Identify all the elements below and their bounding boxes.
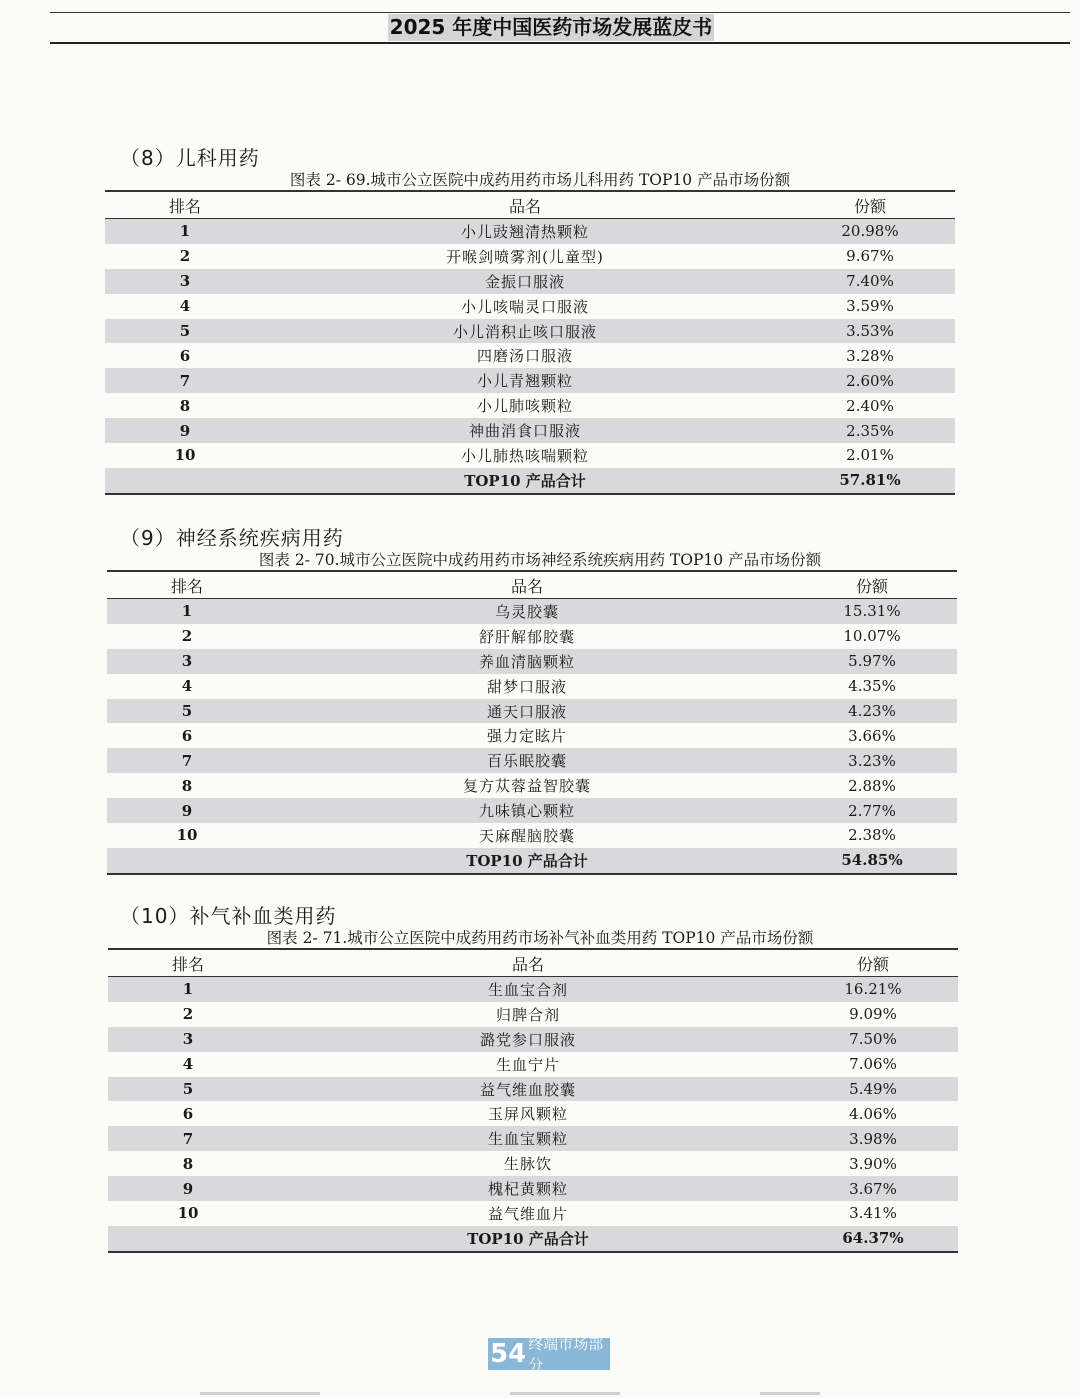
table-row <box>105 244 955 269</box>
product-name-cell: 归脾合剂 <box>495 1005 560 1024</box>
rank-cell: 1 <box>182 980 194 999</box>
footer-label: 终端市场部分 <box>528 1335 604 1374</box>
rank-cell: 3 <box>181 652 193 671</box>
share-cell: 2.38% <box>848 826 896 845</box>
share-header: 份额 <box>855 576 888 596</box>
table-row <box>105 294 955 319</box>
share-cell: 2.01% <box>846 446 894 465</box>
header-rule-bottom <box>50 42 1070 44</box>
table-row <box>108 1201 958 1226</box>
table-row <box>105 269 955 294</box>
table-row <box>107 699 957 724</box>
table-row <box>105 393 955 418</box>
share-cell: 3.23% <box>848 751 896 770</box>
rank-cell: 6 <box>181 726 193 745</box>
table-row <box>108 1101 958 1126</box>
share-header: 份额 <box>853 196 886 216</box>
section-heading: （10）补气补血类用药 <box>120 904 337 928</box>
scan-artifact-line <box>200 1392 320 1395</box>
rank-cell: 5 <box>179 322 191 340</box>
share-table <box>105 190 955 495</box>
table-row <box>105 368 955 393</box>
total-row <box>107 848 957 874</box>
share-cell: 3.67% <box>849 1179 897 1198</box>
product-name-cell: 百乐眠胶囊 <box>486 752 567 771</box>
product-name-cell: 舒肝解郁胶囊 <box>478 627 575 646</box>
rank-cell: 3 <box>182 1030 194 1049</box>
product-name-cell: 生脉饮 <box>503 1155 552 1174</box>
table-row <box>108 1176 958 1201</box>
rank-cell: 2 <box>181 627 193 646</box>
product-name-cell: 生血宝颗粒 <box>487 1130 568 1149</box>
product-name-cell: 金振口服液 <box>484 272 565 291</box>
rank-cell: 4 <box>182 1055 194 1074</box>
scan-artifact-line <box>510 1392 620 1395</box>
share-table <box>107 570 957 875</box>
product-name-cell: 小儿咳喘灵口服液 <box>460 297 589 316</box>
product-name-cell: 乌灵胶囊 <box>494 602 559 621</box>
product-name-cell: 生血宁片 <box>495 1055 560 1074</box>
table-row <box>107 748 957 773</box>
table-row <box>107 798 957 823</box>
page-header <box>0 0 1080 60</box>
share-cell: 9.67% <box>846 247 894 266</box>
share-cell: 7.06% <box>849 1055 897 1074</box>
total-value: 57.81% <box>785 468 955 494</box>
table-row <box>105 319 955 344</box>
product-name-cell: 养血清脑颗粒 <box>478 652 575 671</box>
table-header-row <box>105 191 955 219</box>
table-row <box>105 418 955 443</box>
product-name-cell: 小儿肺咳颗粒 <box>476 397 573 416</box>
rank-cell: 5 <box>182 1080 194 1098</box>
rank-cell: 10 <box>174 446 196 465</box>
table-row <box>108 1027 958 1052</box>
table-row <box>108 1126 958 1151</box>
rank-cell: 6 <box>182 1104 194 1123</box>
rank-header: 排名 <box>168 196 201 216</box>
rank-cell: 7 <box>179 371 191 390</box>
rank-cell: 8 <box>181 776 193 795</box>
share-cell: 2.60% <box>846 371 894 390</box>
share-cell: 16.21% <box>844 980 902 999</box>
name-header: 品名 <box>508 196 541 216</box>
table-row <box>108 977 958 1002</box>
rank-cell: 8 <box>182 1154 194 1173</box>
product-name-cell: 小儿肺热咳喘颗粒 <box>460 446 589 465</box>
product-name-cell: 潞党参口服液 <box>479 1030 576 1049</box>
share-cell: 7.50% <box>849 1030 897 1049</box>
name-header: 品名 <box>511 954 544 974</box>
table-row <box>105 443 955 468</box>
section-heading: （8）儿科用药 <box>120 146 260 170</box>
rank-cell: 2 <box>182 1005 194 1024</box>
share-cell: 5.97% <box>848 652 896 671</box>
share-cell: 3.53% <box>846 322 894 340</box>
product-name-cell: 益气维血片 <box>487 1204 568 1223</box>
product-name-cell: 小儿消积止咳口服液 <box>452 322 597 341</box>
product-name-cell: 四磨汤口服液 <box>476 347 573 366</box>
table-row <box>105 219 955 244</box>
share-cell: 7.40% <box>846 272 894 291</box>
rank-cell: 7 <box>181 751 193 770</box>
table-row <box>107 649 957 674</box>
rank-header: 排名 <box>171 954 204 974</box>
share-cell: 3.59% <box>846 297 894 316</box>
share-cell: 4.35% <box>848 677 896 696</box>
share-cell: 9.09% <box>849 1005 897 1024</box>
rank-cell: 3 <box>179 272 191 291</box>
product-name-cell: 玉屏风颗粒 <box>487 1105 568 1124</box>
total-rank-cell <box>105 468 265 494</box>
section-heading: （9）神经系统疾病用药 <box>120 526 344 550</box>
rank-cell: 2 <box>179 247 191 266</box>
share-cell: 2.88% <box>848 776 896 795</box>
product-name-cell: 生血宝合剂 <box>487 980 568 999</box>
share-cell: 4.23% <box>848 702 896 720</box>
share-cell: 3.90% <box>849 1154 897 1173</box>
table-caption: 图表 2- 71.城市公立医院中成药用药市场补气补血类用药 TOP10 产品市场份额 <box>266 929 814 947</box>
share-table <box>108 948 958 1253</box>
table-row <box>107 599 957 624</box>
rank-cell: 1 <box>179 222 191 241</box>
product-name-cell: 小儿豉翘清热颗粒 <box>460 222 589 241</box>
table-caption: 图表 2- 70.城市公立医院中成药用药市场神经系统疾病用药 TOP10 产品市场份额 <box>258 551 822 569</box>
product-name-cell: 强力定眩片 <box>486 727 567 746</box>
rank-cell: 9 <box>179 421 191 440</box>
total-value: 64.37% <box>788 1226 958 1252</box>
name-header: 品名 <box>510 576 543 596</box>
product-name-cell: 神曲消食口服液 <box>468 422 581 441</box>
header-rule-top <box>50 12 1070 13</box>
product-name-cell: 复方苁蓉益智胶囊 <box>462 777 591 796</box>
table-row <box>107 823 957 848</box>
share-cell: 2.35% <box>846 421 894 440</box>
rank-cell: 9 <box>181 801 193 820</box>
table-header-row <box>107 571 957 599</box>
total-label: TOP10 产品合计 <box>268 1226 788 1252</box>
product-name-cell: 通天口服液 <box>486 702 567 721</box>
share-cell: 10.07% <box>843 627 901 646</box>
rank-cell: 1 <box>181 602 193 621</box>
table-caption: 图表 2- 69.城市公立医院中成药用药市场儿科用药 TOP10 产品市场份额 <box>289 171 791 189</box>
rank-cell: 9 <box>182 1179 194 1198</box>
table-row <box>107 723 957 748</box>
scan-artifact-line <box>760 1392 820 1395</box>
share-cell: 5.49% <box>849 1080 897 1098</box>
table-row <box>108 1002 958 1027</box>
page-number: 54 <box>490 1339 527 1369</box>
table-row <box>105 343 955 368</box>
page-footer-badge <box>488 1335 610 1374</box>
table-row <box>108 1077 958 1102</box>
rank-header: 排名 <box>170 576 203 596</box>
total-row <box>105 468 955 494</box>
table-row <box>107 674 957 699</box>
product-name-cell: 益气维血胶囊 <box>479 1080 576 1099</box>
total-rank-cell <box>108 1226 268 1252</box>
product-name-cell: 小儿青翘颗粒 <box>476 372 573 391</box>
rank-cell: 4 <box>181 677 193 696</box>
rank-cell: 5 <box>181 702 193 720</box>
rank-cell: 10 <box>177 1204 199 1223</box>
rank-cell: 4 <box>179 297 191 316</box>
table-row <box>108 1052 958 1077</box>
total-value: 54.85% <box>787 848 957 874</box>
share-cell: 2.77% <box>848 801 896 820</box>
total-label: TOP10 产品合计 <box>267 848 787 874</box>
product-name-cell: 天麻醒脑胶囊 <box>478 826 575 845</box>
share-cell: 4.06% <box>849 1104 897 1123</box>
share-cell: 3.98% <box>849 1129 897 1148</box>
share-cell: 20.98% <box>841 222 899 241</box>
rank-cell: 10 <box>176 826 198 845</box>
rank-cell: 7 <box>182 1129 194 1148</box>
rank-cell: 6 <box>179 346 191 365</box>
share-cell: 15.31% <box>843 602 901 621</box>
total-rank-cell <box>107 848 267 874</box>
share-cell: 3.66% <box>848 726 896 745</box>
product-name-cell: 槐杞黄颗粒 <box>487 1180 568 1199</box>
table-row <box>107 773 957 798</box>
product-name-cell: 九味镇心颗粒 <box>478 802 575 821</box>
table-header-row <box>108 949 958 977</box>
share-cell: 3.41% <box>849 1204 897 1223</box>
share-cell: 3.28% <box>846 346 894 365</box>
document-title: 2025 年度中国医药市场发展蓝皮书 <box>389 15 713 39</box>
share-cell: 2.40% <box>846 396 894 415</box>
rank-cell: 8 <box>179 396 191 415</box>
product-name-cell: 甜梦口服液 <box>486 677 567 696</box>
table-row <box>108 1151 958 1176</box>
share-header: 份额 <box>856 954 889 974</box>
product-name-cell: 开喉剑喷雾剂(儿童型) <box>446 247 604 266</box>
total-row <box>108 1226 958 1252</box>
table-row <box>107 624 957 649</box>
total-label: TOP10 产品合计 <box>265 468 785 494</box>
